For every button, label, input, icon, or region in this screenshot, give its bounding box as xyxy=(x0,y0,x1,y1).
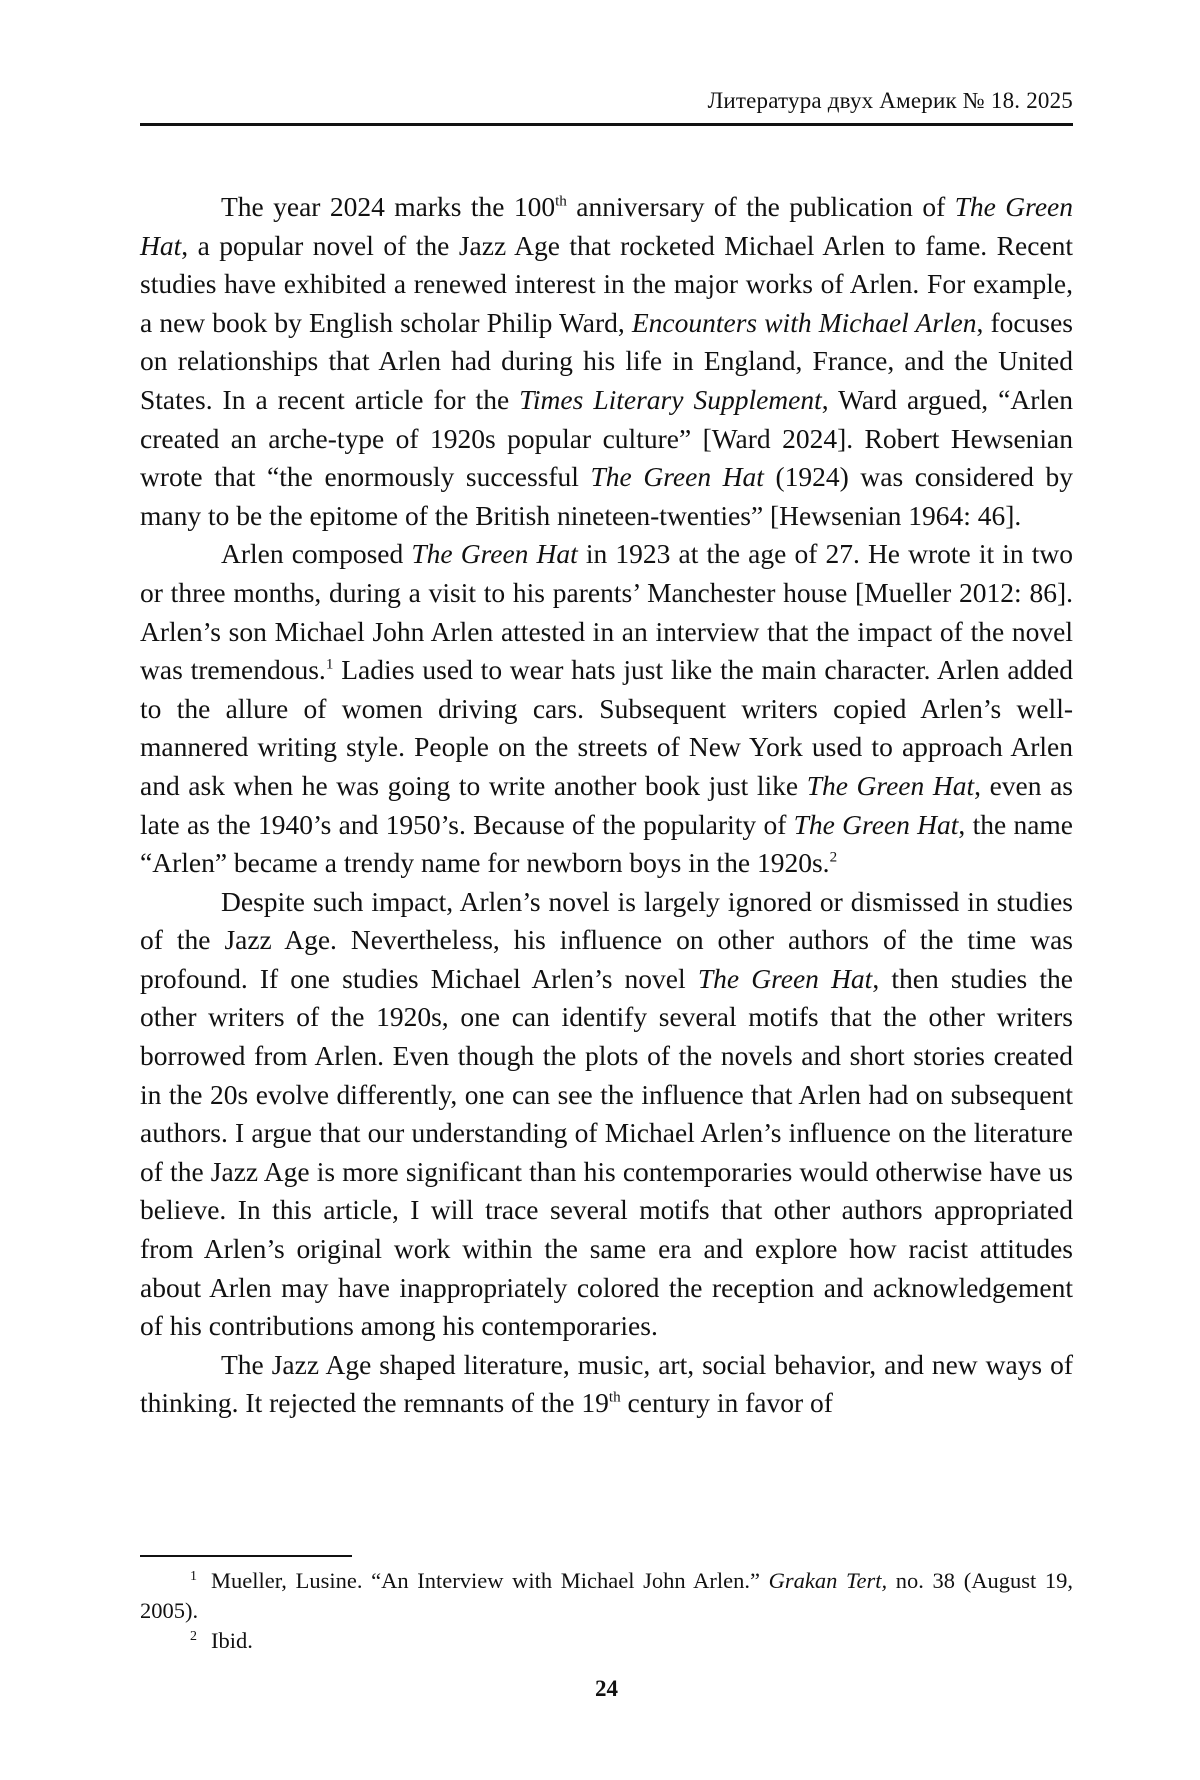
italic-title: The Green Hat xyxy=(411,538,578,570)
footnote-marker: 2 xyxy=(190,1628,197,1644)
text-run: in 1923 at the age of 27. He wrote it in two or three months, during a visit to his parents’ Manchester house [Mueller 2012: 86]. Arlen’s son Michael John Arlen attested in an interview that the impact of the novel was tremendous. xyxy=(140,538,1073,686)
text-run: no. 38 (August 19, 2005). xyxy=(140,1568,1073,1623)
superscript: 1 xyxy=(325,656,334,673)
footnote-marker: 1 xyxy=(190,1568,197,1584)
italic-title: The Green Hat xyxy=(806,769,975,801)
italic-title: Times Literary Supplement xyxy=(519,383,822,415)
footnotes xyxy=(140,1566,1073,1656)
superscript: 2 xyxy=(829,849,838,866)
text-run: , even as late as the 1940’s and 1950’s. Because of the popularity of xyxy=(140,769,1073,840)
italic-title: The Green Hat xyxy=(590,461,764,493)
footnote xyxy=(140,1566,1073,1626)
page-number: 24 xyxy=(595,1676,618,1701)
footnote-rule xyxy=(140,1555,352,1557)
text-run: , Ward argued, “Arlen created an arche-type of 1920s popular culture” [Ward 2024]. Robert Hewsenian wrote that “the enormously successful xyxy=(140,383,1073,493)
text-run: , the name “Arlen” became a trendy name for newborn boys in the 1920s. xyxy=(140,808,1074,879)
article-body xyxy=(140,188,1073,1423)
text-run: Mueller, Lusine. “An Interview with Michael John Arlen.” xyxy=(210,1568,769,1593)
paragraph xyxy=(140,188,1073,535)
running-header: Литература двух Америк № 18. 2025 xyxy=(707,88,1073,113)
text-run: The Jazz Age shaped literature, music, art, social behavior, and new ways of thinking. It rejected the remnants of the 19 xyxy=(140,1348,1073,1419)
italic-title: The Green Hat xyxy=(140,191,1073,261)
text-run: Despite such impact, Arlen’s novel is largely ignored or dismissed in studies of the Jazz Age. Nevertheless, his influence on other authors of the time was profound. If one studies Michael Arlen’s novel xyxy=(140,885,1073,994)
text-run: Ladies used to wear hats just like the main character. Arlen added to the allure of women driving cars. Subsequent writers copied Arlen’s well-mannered writing style. People on the streets of New York used to approach Arlen and ask when he was going to write another book just like xyxy=(140,654,1073,801)
italic-title: Encounters with Michael Arlen xyxy=(631,306,977,338)
text-run: , focuses on relationships that Arlen had during his life in England, France, and the United States. In a recent article for the xyxy=(140,306,1073,415)
text-run: , then studies the other writers of the 1920s, one can identify several motifs that the other writers borrowed from Arlen. Even though the plots of the novels and short stories created in the 20s evolve differently, one can see the influence that Arlen had on subsequent authors. I argue that our understanding of Michael Arlen’s influence on the literature of the Jazz Age is more significant than his contemporaries would otherwise have us believe. In this article, I will trace several motifs that other authors appropriated from Arlen’s original work within the same era and explore how racist attitudes about Arlen may have inappropriately colored the reception and acknowledgement of his contributions among his contemporaries. xyxy=(140,962,1073,1342)
header-rule xyxy=(140,123,1073,126)
paragraph xyxy=(140,1346,1073,1423)
text-run: , a popular novel of the Jazz Age that rocketed Michael Arlen to fame. Recent studies have exhibited a renewed interest in the major works of Arlen. For example, a new book by English scholar Philip Ward, xyxy=(140,229,1073,338)
italic-title: Grakan Tert, xyxy=(768,1568,888,1593)
italic-title: The Green Hat xyxy=(697,962,873,994)
text-run: (1924) was considered by many to be the epitome of the British nineteen-twenties” [Hewsenian 1964: 46]. xyxy=(140,461,1074,531)
text-run: Arlen composed xyxy=(221,538,412,570)
italic-title: The Green Hat xyxy=(793,808,959,840)
superscript: th xyxy=(608,1389,621,1406)
paragraph xyxy=(140,883,1073,1346)
paragraph xyxy=(140,535,1073,882)
superscript: th xyxy=(555,193,567,210)
text-run: century in favor of xyxy=(620,1387,833,1419)
text-run: Ibid. xyxy=(210,1628,253,1653)
text-run: anniversary of the publication of xyxy=(566,191,955,222)
text-run: The year 2024 marks the 100 xyxy=(221,191,556,222)
footnote xyxy=(140,1626,1073,1656)
